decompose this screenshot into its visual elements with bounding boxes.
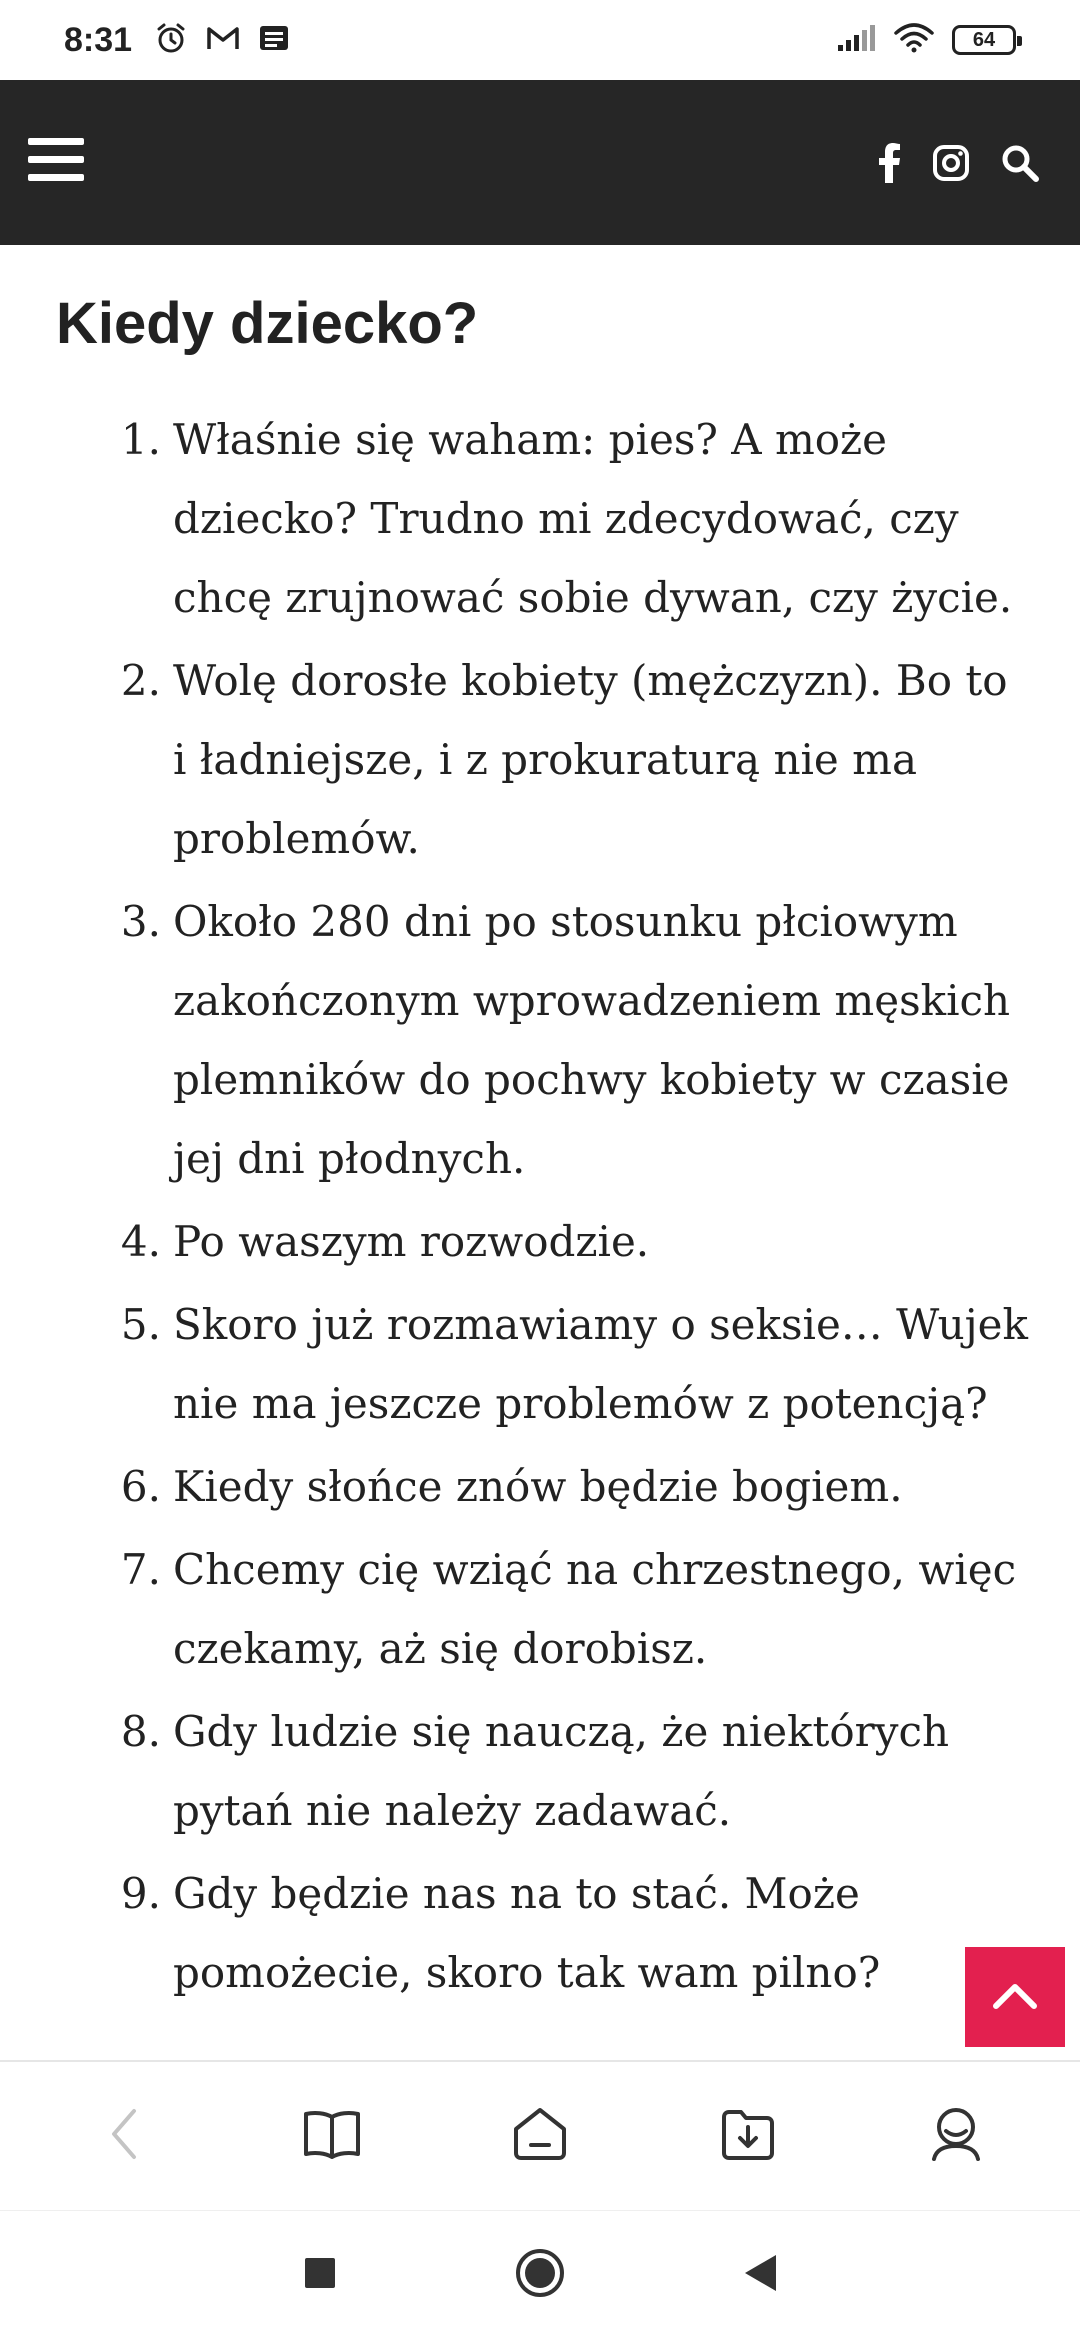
browser-toolbar xyxy=(0,2060,1080,2210)
list-item-text: Skoro już rozmawiamy o seksie… Wujek nie ma jeszcze problemów z potencją? xyxy=(173,1300,1028,1428)
list-item-text: Gdy będzie nas na to stać. Może pomożecie, skoro tak wam pilno? xyxy=(173,1869,881,1997)
list-item-text: Wolę dorosłe kobiety (mężczyzn). Bo to i ładniejsze, i z prokuraturą nie ma problemów. xyxy=(173,656,1008,863)
list-item-text: Chcemy cię wziąć na chrzestnego, więc czekamy, aż się dorobisz. xyxy=(173,1545,1017,1673)
list-item-number: 5. xyxy=(120,1300,161,1349)
list-item-text: Około 280 dni po stosunku płciowym zakończonym wprowadzeniem męskich plemników do pochwy kobiety w czasie jej dni płodnych. xyxy=(173,897,1011,1183)
wifi-icon xyxy=(894,23,934,58)
home-button[interactable] xyxy=(485,2081,595,2191)
list-item xyxy=(0,1530,1080,1688)
home-icon xyxy=(511,2105,569,2168)
list-item-number: 9. xyxy=(120,1869,161,1918)
list-item xyxy=(0,1202,1080,1281)
profile-icon xyxy=(928,2105,984,2168)
battery-icon: 64 xyxy=(952,25,1016,55)
list-item-number: 2. xyxy=(120,656,161,705)
reading-mode-icon xyxy=(303,2109,361,2164)
site-header xyxy=(0,80,1080,245)
list-item-text: Właśnie się waham: pies? A może dziecko? Trudno mi zdecydować, czy chcę zrujnować sobie dywan, czy życie. xyxy=(173,415,1013,622)
list-item-text: Kiedy słońce znów będzie bogiem. xyxy=(173,1462,903,1511)
header-actions xyxy=(878,143,1054,183)
list-item xyxy=(0,1285,1080,1443)
instagram-icon[interactable] xyxy=(932,144,970,182)
list-item-number: 7. xyxy=(120,1545,161,1594)
signal-icon xyxy=(836,23,876,58)
alarm-icon xyxy=(154,21,188,60)
list-item xyxy=(0,400,1080,637)
list-item-number: 6. xyxy=(120,1462,161,1511)
back-icon xyxy=(108,2107,140,2166)
list-item xyxy=(0,641,1080,878)
status-time: 8:31 xyxy=(64,20,133,59)
list-item-number: 4. xyxy=(120,1217,161,1266)
system-home-button[interactable] xyxy=(505,2241,575,2311)
home-circle-icon xyxy=(515,2248,565,2303)
answers-list xyxy=(0,400,1080,2016)
status-bar xyxy=(0,0,1080,80)
status-system-icons xyxy=(836,23,1016,58)
system-back-button[interactable] xyxy=(725,2241,795,2311)
profile-button[interactable] xyxy=(901,2081,1011,2191)
list-item-number: 3. xyxy=(120,897,161,946)
article-title: Kiedy dziecko? xyxy=(56,291,479,356)
status-notification-icons xyxy=(154,21,290,60)
downloads-icon xyxy=(719,2107,777,2166)
recents-icon xyxy=(304,2257,336,2294)
gmail-icon xyxy=(206,23,240,58)
scroll-to-top-button[interactable] xyxy=(965,1947,1065,2047)
chevron-up-icon xyxy=(992,1980,1038,2015)
list-item xyxy=(0,1447,1080,1526)
list-item xyxy=(0,1854,1080,2012)
downloads-button[interactable] xyxy=(693,2081,803,2191)
list-item xyxy=(0,882,1080,1198)
reading-mode-button[interactable] xyxy=(277,2081,387,2191)
back-button[interactable] xyxy=(69,2081,179,2191)
list-item-number: 8. xyxy=(120,1707,161,1756)
facebook-icon[interactable] xyxy=(878,143,902,183)
list-item-text: Po waszym rozwodzie. xyxy=(173,1217,650,1266)
hamburger-menu-icon[interactable] xyxy=(26,135,86,190)
recents-button[interactable] xyxy=(285,2241,355,2311)
system-navigation-bar xyxy=(0,2210,1080,2340)
list-item-number: 1. xyxy=(120,415,161,464)
back-triangle-icon xyxy=(742,2253,778,2298)
list-item-text: Gdy ludzie się nauczą, że niektórych pytań nie należy zadawać. xyxy=(173,1707,950,1835)
list-item xyxy=(0,1692,1080,1850)
article-content xyxy=(0,245,1080,2060)
search-icon[interactable] xyxy=(1000,143,1040,183)
news-icon xyxy=(258,23,290,58)
